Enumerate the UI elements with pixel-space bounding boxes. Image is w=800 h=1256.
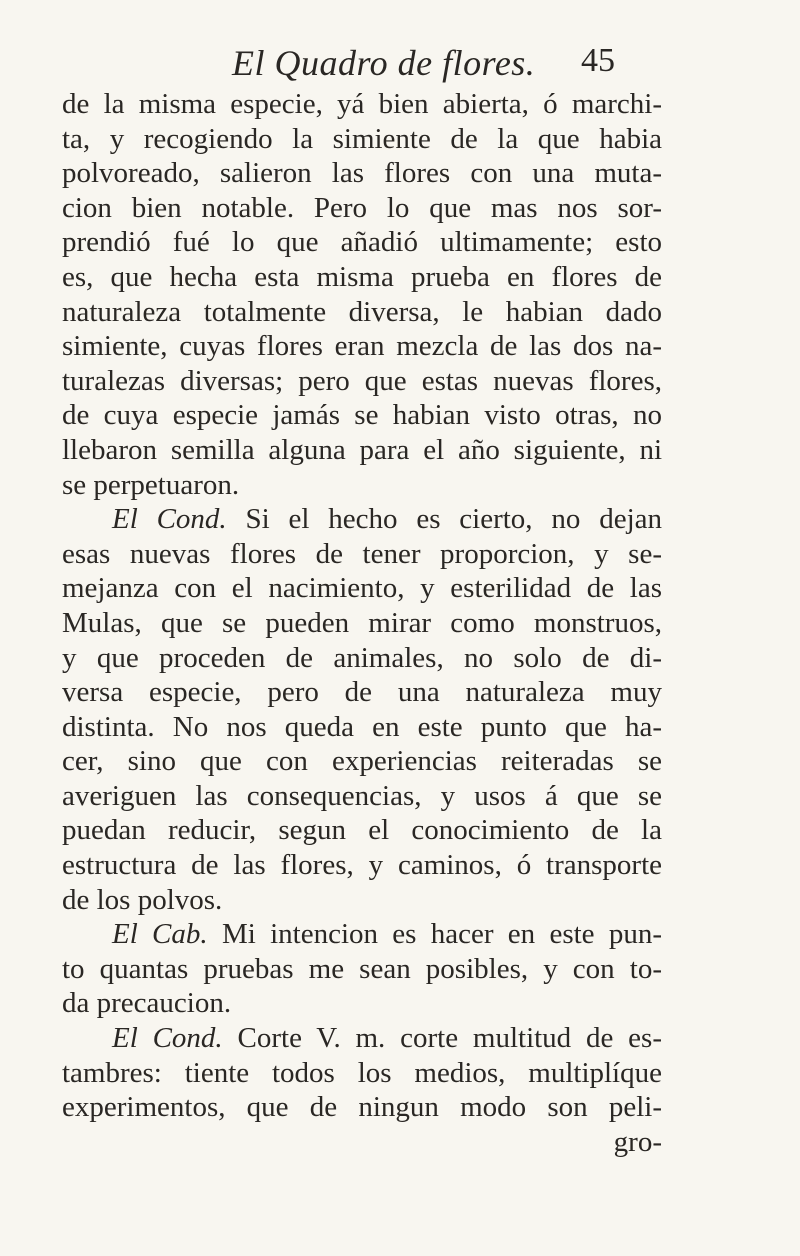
- line-text: prendió fué lo que añadió ultimamente; esto: [62, 226, 662, 259]
- line-text: de cuya especie jamás se habian visto otras, no: [62, 399, 662, 432]
- line-text: ta, y recogiendo la simiente de la que habia: [62, 122, 662, 155]
- text-line: [62, 744, 662, 779]
- line-text: esas nuevas flores de tener proporcion, y se-: [62, 537, 662, 570]
- text-line: [62, 641, 662, 676]
- page-header: [0, 42, 800, 88]
- line-text: versa especie, pero de una naturaleza muy: [62, 676, 662, 709]
- dialogue-line: [62, 1021, 662, 1056]
- text-line: [62, 883, 662, 918]
- line-text: estructura de las flores, y caminos, ó transporte: [62, 849, 662, 882]
- text-line: [62, 122, 662, 157]
- line-text: de la misma especie, yá bien abierta, ó marchi-: [62, 88, 662, 120]
- line-text: cer, sino que con experiencias reiteradas se: [62, 745, 662, 778]
- text-line: [62, 191, 662, 226]
- text-line: [62, 779, 662, 814]
- text-line: [62, 848, 662, 883]
- line-text: es, que hecha esta misma prueba en flores de: [62, 260, 662, 293]
- line-text: puedan reducir, segun el conocimiento de la: [62, 814, 662, 847]
- text-line: [62, 225, 662, 260]
- body-text: [62, 87, 662, 1159]
- line-text: simiente, cuyas flores eran mezcla de las dos na-: [62, 330, 662, 363]
- speaker-name: El Cab.: [112, 918, 208, 951]
- running-title: El Quadro de flores.: [232, 43, 536, 83]
- line-text: naturaleza totalmente diversa, le habian dado: [62, 295, 662, 328]
- text-line: [62, 952, 662, 987]
- text-line: [62, 87, 662, 122]
- speaker-name: El Cond.: [112, 503, 227, 536]
- text-line: [62, 260, 662, 295]
- text-line: [62, 1090, 662, 1125]
- text-line: [62, 295, 662, 330]
- line-text: to quantas pruebas me sean posibles, y con to-: [62, 952, 662, 985]
- dialogue-line: [62, 917, 662, 952]
- catchword: gro-: [613, 1125, 662, 1158]
- line-text: polvoreado, salieron las flores con una muta-: [62, 157, 662, 190]
- line-text: da precaucion.: [62, 987, 232, 1020]
- line-text: distinta. No nos queda en este punto que ha-: [62, 710, 662, 743]
- text-line: [62, 675, 662, 710]
- line-text: y que proceden de animales, no solo de di-: [62, 641, 662, 674]
- dialogue-line: [62, 502, 662, 537]
- line-text: de los polvos.: [62, 883, 223, 916]
- text-line: [62, 1056, 662, 1091]
- text-line: [62, 156, 662, 191]
- text-line: [62, 571, 662, 606]
- text-line: [62, 986, 662, 1021]
- text-line: [62, 710, 662, 745]
- line-text: cion bien notable. Pero lo que mas nos sor-: [62, 191, 662, 224]
- line-text: averiguen las consequencias, y usos á que se: [62, 779, 662, 812]
- line-text: Mi intencion es hacer en este pun-: [221, 918, 662, 951]
- text-line: [62, 813, 662, 848]
- line-text: experimentos, que de ningun modo son peli-: [62, 1091, 662, 1124]
- line-text: llebaron semilla alguna para el año siguiente, ni: [62, 433, 662, 466]
- line-text: tambres: tiente todos los medios, multiplíque: [62, 1056, 662, 1089]
- line-text: turalezas diversas; pero que estas nuevas flores,: [62, 364, 662, 397]
- text-line: [62, 537, 662, 572]
- text-line: [62, 606, 662, 641]
- line-text: mejanza con el nacimiento, y esterilidad de las: [62, 572, 662, 605]
- page-number: 45: [581, 42, 615, 79]
- text-line: [62, 364, 662, 399]
- line-text: Corte V. m. corte multitud de es-: [237, 1022, 662, 1055]
- text-line: [62, 329, 662, 364]
- text-line: [62, 433, 662, 468]
- text-line: [62, 398, 662, 433]
- text-line: [62, 468, 662, 503]
- speaker-name: El Cond.: [112, 1022, 223, 1055]
- line-text: se perpetuaron.: [62, 468, 240, 501]
- line-text: Si el hecho es cierto, no dejan: [245, 503, 662, 536]
- line-text: Mulas, que se pueden mirar como monstruos,: [62, 606, 662, 639]
